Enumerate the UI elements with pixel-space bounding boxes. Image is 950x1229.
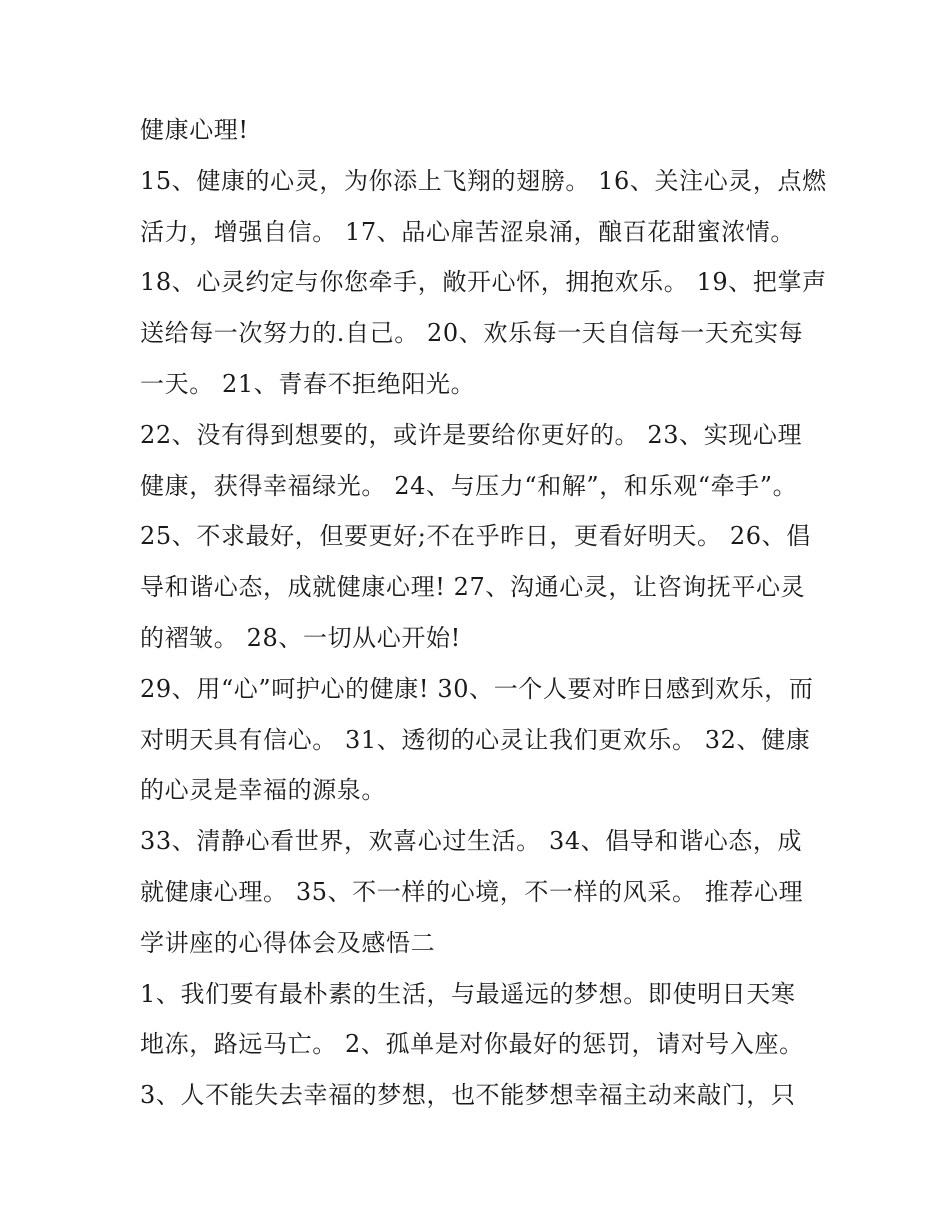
text-line-16: 就健康心理。 35、不一样的心境，不一样的风采。 推荐心理 [140, 877, 804, 906]
document-body [140, 105, 827, 1121]
text-line-7: 22、没有得到想要的，或许是要给你更好的。 23、实现心理 [140, 420, 803, 449]
text-line-8: 健康，获得幸福绿光。 24、与压力“和解”，和乐观“牵手”。 [140, 471, 798, 500]
text-line-6: 一天。 21、青春不拒绝阳光。 [140, 369, 476, 398]
text-line-10: 导和谐心态，成就健康心理! 27、沟通心灵，让咨询抚平心灵 [140, 573, 806, 602]
text-line-20: 3、人不能失去幸福的梦想，也不能梦想幸福主动来敲门，只 [140, 1081, 796, 1110]
text-line-1: 健康心理! [140, 116, 249, 144]
text-line-19: 地冻，路远马亡。 2、孤单是对你最好的惩罚，请对号入座。 [140, 1030, 804, 1059]
text-line-5: 送给每一次努力的.自己。 20、欢乐每一天自信每一天充实每 [140, 319, 804, 348]
text-line-12: 29、用“心”呵护心的健康! 30、一个人要对昨日感到欢乐，而 [140, 674, 814, 703]
text-line-4: 18、心灵约定与你您牵手，敞开心怀，拥抱欢乐。 19、把掌声 [140, 268, 827, 297]
text-line-2: 15、健康的心灵，为你添上飞翔的翅膀。 16、关注心灵，点燃 [140, 166, 827, 195]
text-line-17: 学讲座的心得体会及感悟二 [140, 928, 436, 957]
text-line-11: 的褶皱。 28、一切从心开始! [140, 623, 461, 652]
text-line-14: 的心灵是幸福的源泉。 [140, 776, 386, 805]
text-line-15: 33、清静心看世界，欢喜心过生活。 34、倡导和谐心态，成 [140, 827, 803, 856]
text-line-9: 25、不求最好，但要更好;不在乎昨日，更看好明天。 26、倡 [140, 522, 811, 551]
text-line-13: 对明天具有信心。 31、透彻的心灵让我们更欢乐。 32、健康 [140, 725, 811, 754]
text-line-3: 活力，增强自信。 17、品心扉苦涩泉涌，酿百花甜蜜浓情。 [140, 217, 795, 246]
text-line-18: 1、我们要有最朴素的生活，与最遥远的梦想。即使明日天寒 [140, 979, 796, 1008]
